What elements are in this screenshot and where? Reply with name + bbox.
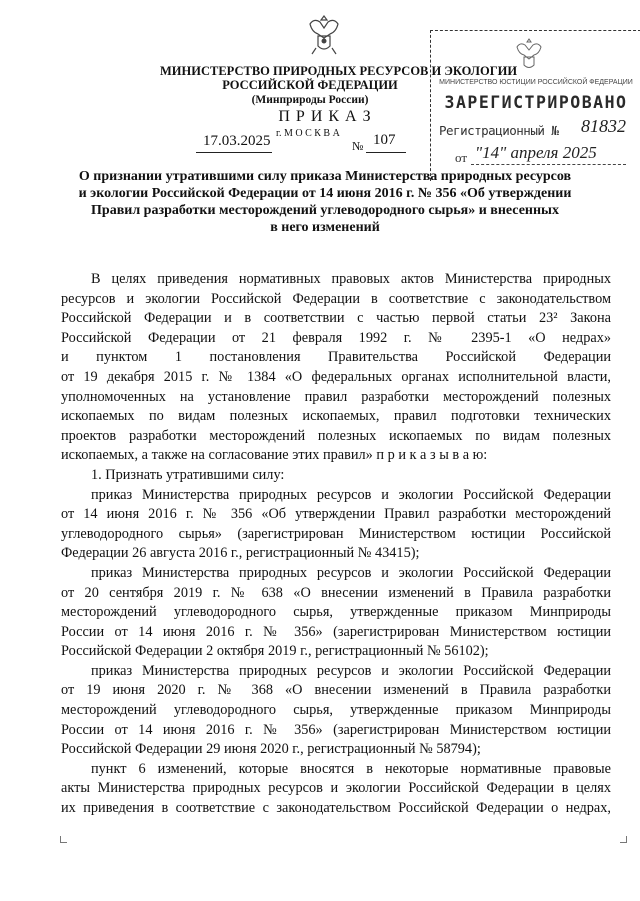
body-line: от 20 сентября 2019 г. № 638 «О внесении изменений в Правила разработки	[61, 584, 611, 601]
body-line: ископаемых, а также на согласование этих правил» п р и к а з ы в а ю:	[61, 447, 488, 464]
title-line: и экологии Российской Федерации от 14 июня 2016 г. № 356 «Об утверждении	[78, 186, 572, 201]
stamp-reg-date: "14" апреля 2025	[475, 143, 597, 162]
body-line: приказ Министерства природных ресурсов и экологии Российской Федерации	[91, 486, 611, 503]
body-line: Российской Федерации 2 октября 2019 г., регистрационный № 56102);	[61, 643, 489, 660]
body-line: В целях приведения нормативных правовых актов Министерства природных	[91, 271, 611, 287]
body-line: от 14 июня 2016 г. № 356 «Об утверждении Правил разработки месторождений	[61, 506, 611, 523]
body-line: ресурсов и экологии Российской Федерации в соответствие с законодательством	[61, 290, 611, 307]
stamp-date-line	[471, 164, 626, 165]
stamp-reg-label: Регистрационный №	[439, 123, 559, 138]
order-body	[61, 270, 611, 819]
body-line: их приведения в соответствие с законодательством Российской Федерации о недрах,	[61, 800, 611, 817]
ministry-name-line2: РОССИЙСКОЙ ФЕДЕРАЦИИ	[222, 78, 398, 92]
body-line: пункт 6 изменений, которые вносятся в некоторые нормативные правовые	[91, 760, 611, 777]
scan-corner-mark	[620, 836, 627, 843]
date-underline	[196, 152, 272, 153]
doc-type: П Р И К А З	[278, 108, 372, 125]
body-line: уполномоченных на установление правил разработки месторождений полезных	[61, 388, 611, 405]
registration-stamp	[430, 30, 640, 181]
body-line: от 19 июня 2020 г. № 368 «О внесении изменений в Правила разработки	[61, 682, 611, 699]
body-line: Российской Федерации 29 июня 2020 г., регистрационный № 58794);	[61, 741, 481, 758]
number-underline	[366, 152, 406, 153]
body-line: Российской Федерации от 21 февраля 1992 г. № 2395-1 «О недрах»	[61, 329, 611, 346]
title-line: О признании утратившими силу приказа Министерства природных ресурсов	[78, 169, 572, 184]
body-line: месторождений углеводородного сырья, утвержденные приказом Минприроды	[61, 702, 611, 719]
ministry-short-name: (Минприроды России)	[251, 94, 369, 106]
body-line: Российской Федерации и в соответствии с частью первой статьи 23² Закона	[61, 310, 611, 327]
scan-corner-mark	[60, 836, 67, 843]
title-line: в него изменений	[270, 220, 380, 235]
body-line: и пунктом 1 постановления Правительства Российской Федерации	[61, 349, 611, 366]
body-line: проектов разработки месторождений полезных ископаемых по видам полезных	[61, 427, 611, 444]
order-number: 107	[373, 132, 396, 148]
body-line: месторождений углеводородного сырья, утвержденные приказом Минприроды	[61, 604, 611, 621]
stamp-reg-number: 81832	[581, 116, 626, 136]
order-title	[40, 168, 610, 236]
stamp-emblem-icon	[511, 35, 547, 75]
title-line: Правил разработки месторождений углеводородного сырья» и внесенных	[91, 203, 559, 218]
number-sign: №	[352, 139, 364, 153]
body-line: России от 14 июня 2016 г. № 356» (зарегистрирован Министерством юстиции	[61, 623, 611, 640]
body-line: приказ Министерства природных ресурсов и экологии Российской Федерации	[91, 662, 611, 679]
body-line: ископаемых по видам полезных ископаемых, правил подготовки технических	[61, 408, 611, 425]
stamp-org: МИНИСТЕРСТВО ЮСТИЦИИ РОССИЙСКОЙ ФЕДЕРАЦИИ	[439, 79, 633, 86]
body-line: Федерации 26 августа 2016 г., регистрационный № 43415);	[61, 545, 420, 562]
body-line: углеводородного сырья» (зарегистрирован Министерством юстиции Российской	[61, 525, 611, 542]
body-line: акты Министерства природных ресурсов и экологии Российской Федерации в целях	[61, 780, 611, 797]
stamp-status: ЗАРЕГИСТРИРОВАНО	[444, 93, 628, 112]
body-line: приказ Министерства природных ресурсов и экологии Российской Федерации	[91, 564, 611, 581]
body-line: 1. Признать утратившими силу:	[91, 466, 285, 483]
order-date: 17.03.2025	[203, 133, 271, 149]
city: г. М О С К В А	[276, 128, 340, 139]
stamp-from-label: от	[455, 150, 468, 165]
ministry-name-line1: МИНИСТЕРСТВО ПРИРОДНЫХ РЕСУРСОВ И ЭКОЛОГИИ	[160, 64, 518, 78]
body-line: России от 14 июня 2016 г. № 356» (зарегистрирован Министерством юстиции	[61, 721, 611, 738]
coat-of-arms-emblem	[302, 10, 346, 58]
body-line: от 19 декабря 2015 г. № 1384 «О федеральных органах исполнительной власти,	[61, 368, 611, 385]
